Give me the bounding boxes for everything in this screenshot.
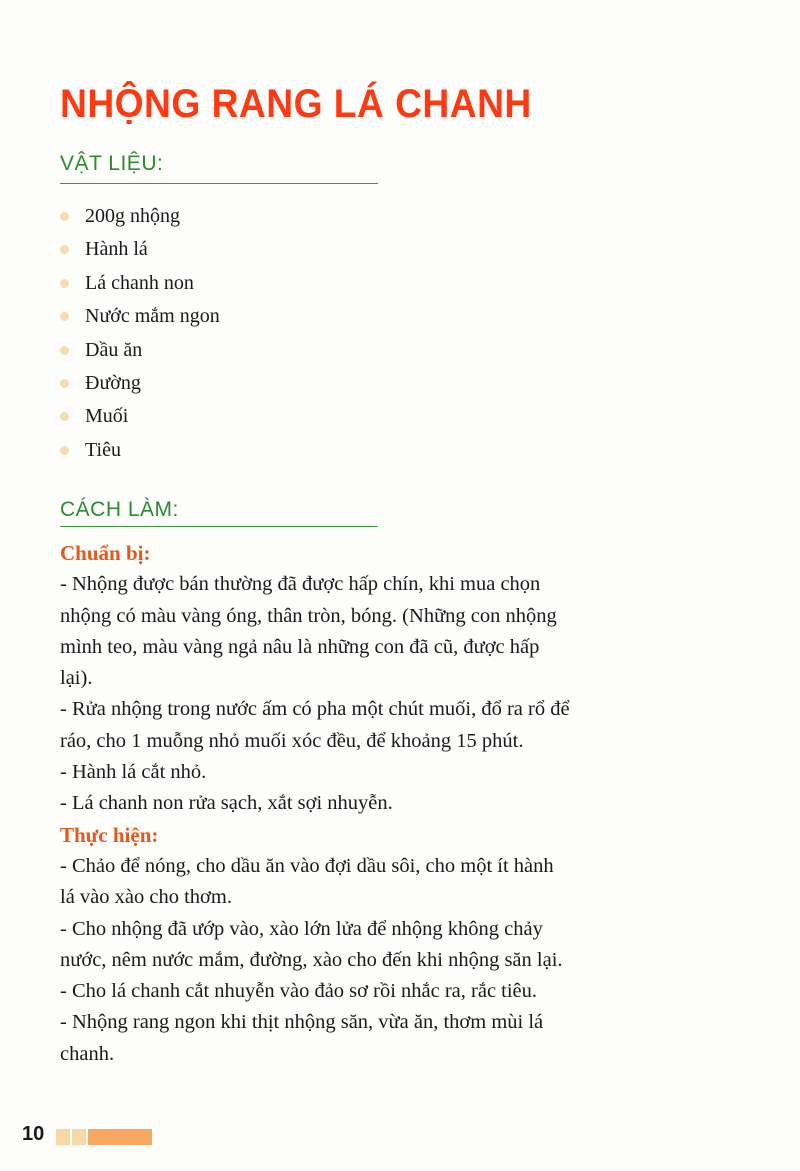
text-line: - Rửa nhộng trong nước ấm có pha một chút muối, đổ ra rổ để (60, 698, 570, 721)
text-line: - Hành lá cắt nhỏ. (60, 761, 207, 784)
text-line: lại). (60, 667, 93, 690)
text-line: - Nhộng rang ngon khi thịt nhộng săn, vừa ăn, thơm mùi lá (60, 1011, 544, 1034)
prep-text (60, 569, 720, 819)
bullet-icon (60, 346, 69, 355)
text-line: chanh. (60, 1042, 115, 1065)
bullet-icon (60, 279, 69, 288)
text-line: mình teo, màu vàng ngả nâu là những con đã cũ, được hấp (60, 635, 540, 658)
ingredient-label: Hành lá (85, 238, 148, 261)
recipe-title: NHỘNG RANG LÁ CHANH (60, 82, 532, 126)
ingredient-item (60, 434, 220, 467)
text-line: - Cho nhộng đã ướp vào, xào lớn lửa để nhộng không chảy (60, 917, 543, 940)
method-heading-rule (60, 526, 378, 527)
text-line: nhộng có màu vàng óng, thân tròn, bóng. (Những con nhộng (60, 604, 557, 627)
ingredients-list (60, 200, 220, 467)
ingredient-item (60, 233, 220, 266)
ingredient-item (60, 267, 220, 300)
ingredient-label: Đường (85, 371, 141, 394)
ingredient-label: 200g nhộng (85, 205, 180, 227)
ingredient-label: Dầu ăn (85, 338, 143, 361)
ingredient-item (60, 200, 220, 233)
footer-bar-segment (56, 1129, 70, 1145)
text-line: nước, nêm nước mắm, đường, xào cho đến khi nhộng săn lại. (60, 948, 563, 971)
ingredient-label: Nước mắm ngon (85, 305, 220, 328)
method-body (60, 538, 720, 1070)
ingredient-item (60, 367, 220, 400)
text-line: lá vào xào cho thơm. (60, 886, 232, 909)
ingredient-item (60, 300, 220, 333)
bullet-icon (60, 212, 69, 221)
bullet-icon (60, 446, 69, 455)
ingredient-item (60, 400, 220, 433)
prep-subheading: Chuẩn bị: (60, 541, 151, 565)
text-line: - Lá chanh non rửa sạch, xắt sợi nhuyễn. (60, 792, 393, 815)
page-number: 10 (22, 1123, 45, 1145)
ingredient-label: Tiêu (85, 438, 121, 461)
ingredients-heading-rule (60, 183, 378, 184)
text-line: - Chảo để nóng, cho dầu ăn vào đợi dầu sôi, cho một ít hành (60, 854, 554, 877)
ingredient-label: Lá chanh non (85, 271, 194, 294)
bullet-icon (60, 245, 69, 254)
steps-text (60, 851, 720, 1070)
text-line: - Nhộng được bán thường đã được hấp chín, khi mua chọn (60, 573, 541, 596)
bullet-icon (60, 312, 69, 321)
footer-bar-accent (88, 1129, 152, 1145)
ingredient-label: Muối (85, 405, 129, 428)
text-line: - Cho lá chanh cắt nhuyễn vào đảo sơ rồi nhắc ra, rắc tiêu. (60, 980, 538, 1003)
steps-subheading: Thực hiện: (60, 822, 159, 847)
bullet-icon (60, 412, 69, 421)
bullet-icon (60, 379, 69, 388)
footer-bar-segment (72, 1129, 86, 1145)
ingredient-item (60, 334, 220, 367)
ingredients-heading: VẬT LIỆU: (60, 152, 164, 175)
text-line: ráo, cho 1 muỗng nhỏ muối xóc đều, để khoảng 15 phút. (60, 729, 524, 752)
method-heading: CÁCH LÀM: (60, 498, 179, 521)
